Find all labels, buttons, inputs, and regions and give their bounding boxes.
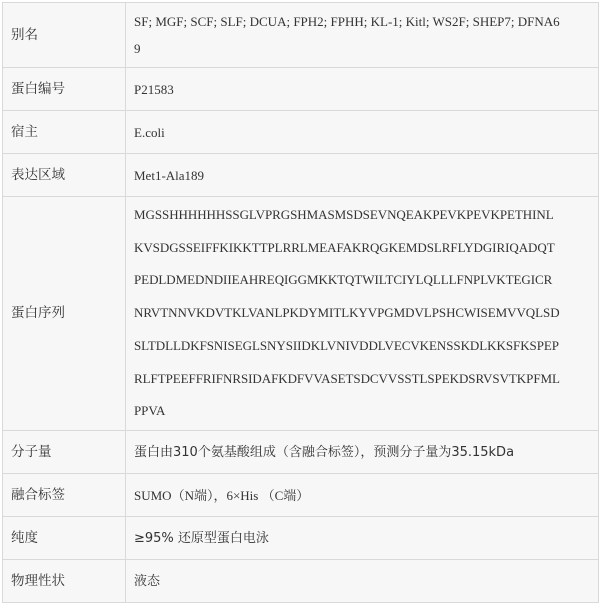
sequence-line: NRVTNNVKDVTKLVANLPKDYMITLKYVPGMDVLPSHCWISEMVVQLSD [134,305,560,321]
row-label-molecular-weight: 分子量 [3,431,126,474]
sequence-line: PPVA [134,403,166,419]
row-label-purity: 纯度 [3,517,126,560]
product-spec-table [2,2,599,603]
row-label-alias: 别名 [3,3,126,68]
table-row-sequence [3,197,599,431]
row-value-physical-state: 液态 [126,560,599,603]
sequence-line: SLTDLLDKFSNISEGLSNYSIIDKLVNIVDDLVECVKENSSKDLKKSFKSPEP [134,337,559,353]
table-row-purity [3,517,599,560]
row-value-alias [126,3,599,68]
table-row-host [3,111,599,154]
row-value-host: E.coli [126,111,599,154]
sequence-line: RLFTPEEFFRIFNRSIDAFKDFVVASETSDCVVSSTLSPEKDSRVSVTKPFML [134,370,560,386]
row-label-fusion-tag: 融合标签 [3,474,126,517]
sequence-block [134,198,590,429]
row-value-purity: ≥95% 还原型蛋白电泳 [126,517,599,560]
table-row-fusion-tag [3,474,599,517]
row-value-expression-region: Met1-Ala189 [126,154,599,197]
row-value-molecular-weight: 蛋白由310个氨基酸组成（含融合标签），预测分子量为35.15kDa [126,431,599,474]
row-label-protein-id: 蛋白编号 [3,68,126,111]
table-row-physical-state [3,560,599,603]
sequence-line: KVSDGSSEIFFKIKKTTPLRRLMEAFAKRQGKEMDSLRFLYDGIRIQADQT [134,239,555,255]
sequence-line: PEDLDMEDNDIIEAHREQIGGMKKTQTWILTCIYLQLLLFNPLVKTEGICR [134,272,553,288]
row-label-host: 宿主 [3,111,126,154]
sequence-line: MGSSHHHHHHSSGLVPRGSHMASMSDSEVNQEAKPEVKPEVKPETHINL [134,207,554,223]
table-row-molecular-weight [3,431,599,474]
row-label-expression-region: 表达区域 [3,154,126,197]
table-row-expression-region [3,154,599,197]
row-value-protein-id: P21583 [126,68,599,111]
row-value-fusion-tag: SUMO（N端），6×His （C端） [126,474,599,517]
table-row-protein-id [3,68,599,111]
alias-line-2: 9 [134,41,141,56]
row-label-physical-state: 物理性状 [3,560,126,603]
table-row-alias [3,3,599,68]
alias-line-1: SF; MGF; SCF; SLF; DCUA; FPH2; FPHH; KL-1; Kitl; WS2F; SHEP7; DFNA6 [134,14,560,29]
row-label-sequence: 蛋白序列 [3,197,126,431]
row-value-sequence [126,197,599,431]
